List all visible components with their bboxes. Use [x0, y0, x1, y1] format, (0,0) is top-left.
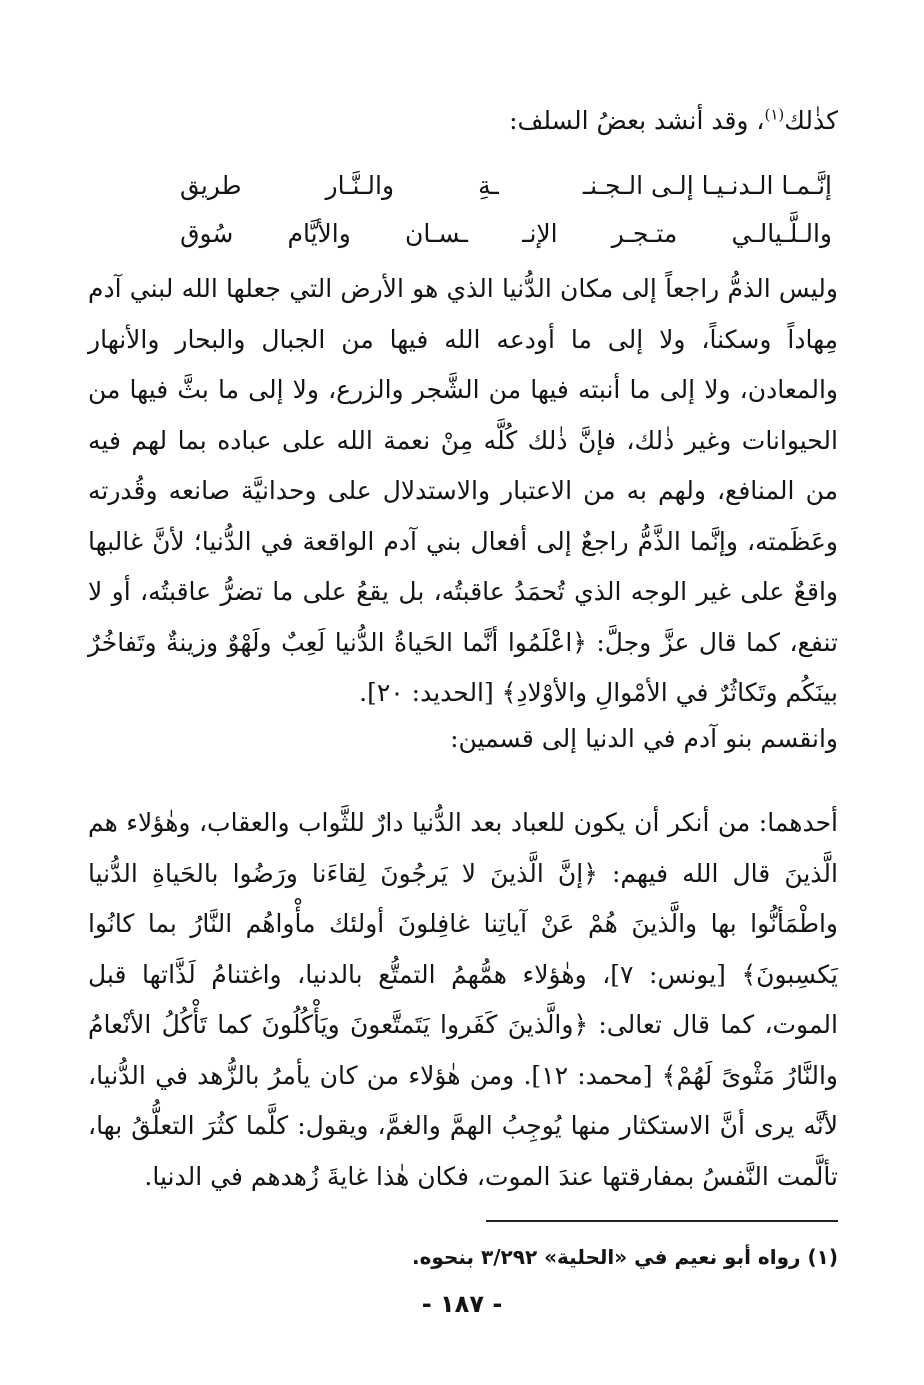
footnote: (١) رواه أبو نعيم في «الحلية» ٣/٢٩٢ بنحوه. [412, 1245, 838, 1269]
verse-hemistich-part: والـنَّـار [325, 171, 395, 200]
verse-hemistich-part: ـةِ [478, 171, 499, 200]
body-paragraph-2: وانقسم بنو آدم في الدنيا إلى قسمين: [450, 724, 838, 753]
footnote-reference[interactable]: (١) [764, 105, 785, 124]
footnote-divider [486, 1220, 838, 1222]
intro-line [88, 96, 838, 147]
verse-hemistich-part: الإنـ [522, 219, 558, 248]
verse-hemistich-part: طريق [180, 171, 242, 200]
poetry-verse [180, 162, 832, 258]
page-number: - ١٨٧ - [421, 1290, 503, 1318]
verse-hemistich-part: والـلَّـيالـي [731, 219, 832, 248]
verse-hemistich-part: ـسـان [405, 219, 468, 248]
verse-hemistich-part: والأيَّام [287, 219, 351, 248]
body-paragraph-3: أحدهما: من أنكر أن يكون للعباد بعد الدُّنيا دارٌ للثَّواب والعقاب، وهٰؤلاء هم الَّذينَ قال الله فيهم: ﴿إنَّ الَّذينَ لا يَرجُونَ لِقاءَنا ورَضُوا بالحَياةِ الدُّنيا واطْمَأنُّوا بها والَّذينَ هُمْ عَنْ آياتِنا غافِلونَ أولئك مأْواهُم النَّارُ بما كانُوا يَكسِبونَ﴾ [يونس: ٧]، وهٰؤلاء همُّهمُ التمتُّع بالدنيا، واغتنامُ لَذَّاتها قبل الموت، كما قال تعالى: ﴿والَّذينَ كَفَروا يَتَمتَّعونَ ويَأْكُلُونَ كما تَأْكُلُ الأنْعامُ والنَّارُ مَثْوىً لَهُمْ﴾ [محمد: ١٢]. ومن هٰؤلاء من كان يأمرُ بالزُّهد في الدُّنيا، لأنَّه يرى أنَّ الاستكثار منها يُوجِبُ الهمَّ والغمَّ، ويقول: كلَّما كثُرَ التعلُّقُ بها، تألَّمت النَّفسُ بمفارقتها عندَ الموت، فكان هٰذا غايةَ زُهدهم في الدنيا. [88, 808, 838, 1191]
intro-text-continued: ، وقد أنشد بعضُ السلف: [509, 106, 765, 135]
verse-hemistich-part: متـجـر [611, 219, 678, 248]
verse-hemistich-part: سُوق [180, 219, 234, 248]
verse-line-2 [180, 210, 832, 258]
verse-hemistich-part: إنَّـمـا الـدنـيـا إلـى الـجـنـ [582, 171, 832, 200]
intro-text: كذٰلك [784, 106, 838, 135]
body-paragraph-1: وليس الذمُّ راجعاً إلى مكان الدُّنيا الذي هو الأرض التي جعلها الله لبني آدم مِهاداً وسكناً، ولا إلى ما أودعه الله فيها من الجبال والبحار والأنهار والمعادن، ولا إلى ما أنبته فيها من الشَّجر والزرع، ولا إلى ما بثَّ فيها من الحيوانات وغير ذٰلك، فإنَّ ذٰلك كُلَّه مِنْ نعمة الله على عباده بما لهم فيه من المنافع، ولهم به من الاعتبار والاستدلال على وحدانيَّة صانعه وقُدرته وعَظَمته، وإنَّما الذَّمُّ راجعٌ إلى أفعال بني آدم الواقعة في الدُّنيا؛ لأنَّ غالبها واقعٌ على غير الوجه الذي تُحمَدُ عاقبتُه، بل يقعُ على ما تضرُّ عاقبتُه، أو لا تنفع، كما قال عزَّ وجلَّ: ﴿اعْلَمُوا أنَّما الحَياةُ الدُّنيا لَعِبٌ ولَهْوٌ وزينةٌ وتَفاخُرٌ بينَكُم وتَكاثُرٌ في الأمْوالِ والأوْلادِ﴾ [الحديد: ٢٠]. [88, 274, 838, 707]
verse-line-1 [180, 162, 832, 210]
